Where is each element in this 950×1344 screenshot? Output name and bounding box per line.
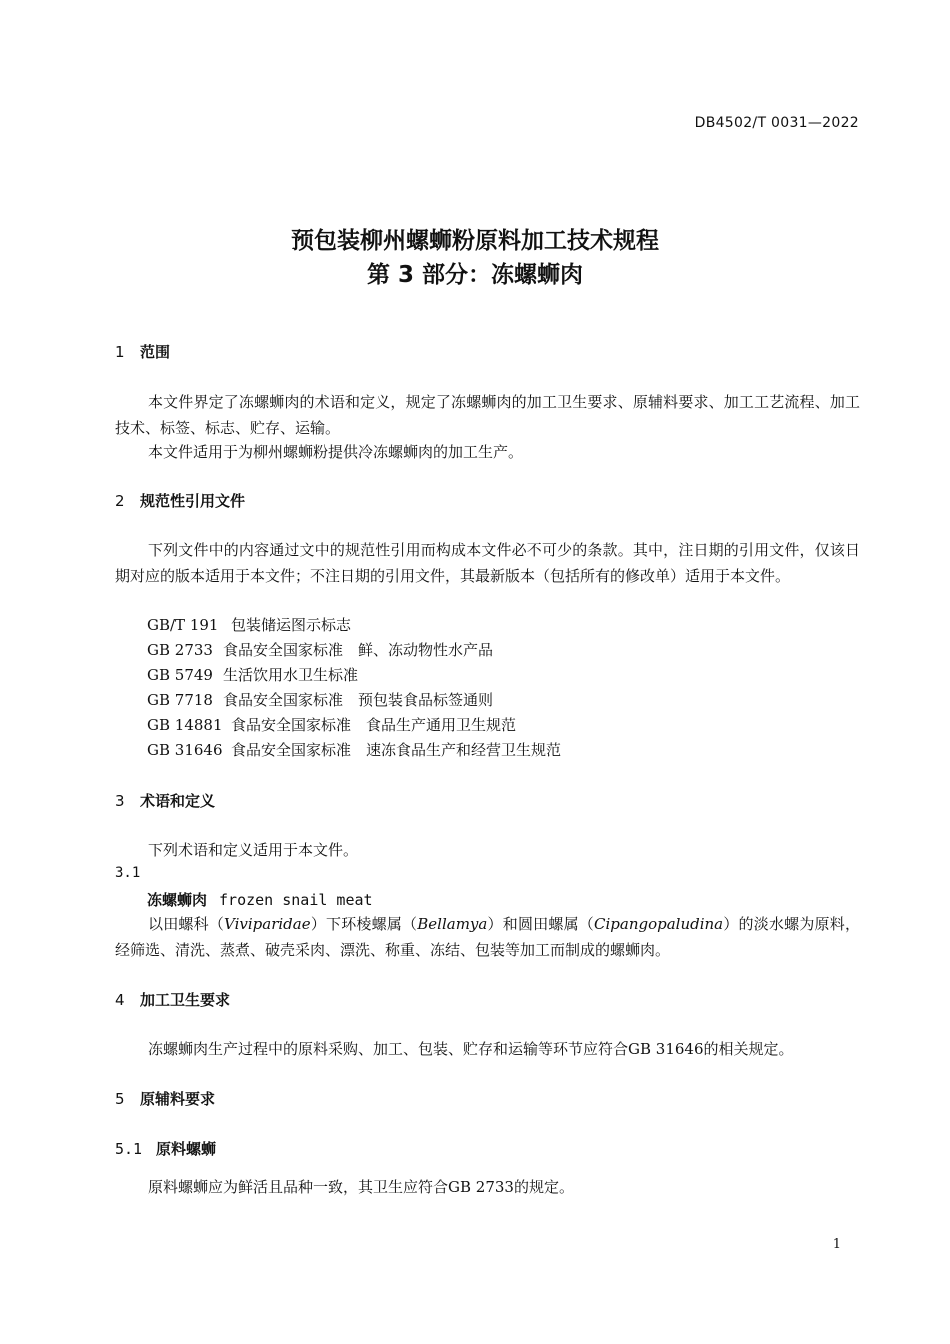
latin-name: Bellamya [417,915,488,933]
section-number: 2 [115,492,125,510]
reference-code: GB 31646 [147,741,223,759]
section-5-1-paragraph-1: 原料螺蛳应为鲜活且品种一致，其卫生应符合GB 2733的规定。 [148,1178,574,1196]
section-title: 原料螺蛳 [156,1140,217,1158]
definition-text: ）下环棱螺属（ [310,915,418,933]
term-english: frozen snail meat [219,891,373,909]
definition-text: 以田螺科（ [148,915,225,933]
reference-code: GB/T 191 [147,616,219,634]
reference-code: GB 2733 [147,641,213,659]
latin-name: Cipangopaludina [594,915,724,933]
section-number: 5.1 [115,1140,143,1158]
section-title: 范围 [140,343,171,361]
reference-item [147,639,493,660]
definition-text: ）和圆田螺属（ [487,915,594,933]
section-5-1-heading [115,1138,216,1159]
section-number: 5 [115,1090,125,1108]
reference-code: GB 14881 [147,716,223,734]
reference-title: 食品安全国家标准 速冻食品生产和经营卫生规范 [231,741,562,759]
section-title: 加工卫生要求 [140,991,231,1009]
section-4-heading [115,989,230,1010]
section-1-paragraph-2: 本文件适用于为柳州螺蛳粉提供冷冻螺蛳肉的加工生产。 [148,443,524,461]
document-title: 预包装柳州螺蛳粉原料加工技术规程 [291,228,659,254]
term-definition [115,911,860,963]
section-3-paragraph-1: 下列术语和定义适用于本文件。 [148,841,359,859]
reference-title: 包装储运图示标志 [231,616,352,634]
section-1-paragraph-1: 本文件界定了冻螺蛳肉的术语和定义，规定了冻螺蛳肉的加工卫生要求、原辅料要求、加工工艺流程、加工技术、标签、标志、贮存、运输。 [115,393,860,437]
reference-title: 食品安全国家标准 鲜、冻动物性水产品 [223,641,494,659]
section-1-heading [115,341,170,362]
page-number: 1 [832,1237,841,1252]
reference-title: 食品安全国家标准 食品生产通用卫生规范 [231,716,517,734]
clause-number: 3.1 [115,865,141,881]
section-number: 1 [115,343,125,361]
reference-item [147,739,561,760]
section-title: 术语和定义 [140,792,216,810]
reference-code: GB 5749 [147,666,213,684]
section-2-paragraph-1: 下列文件中的内容通过文中的规范性引用而构成本文件必不可少的条款。其中，注日期的引用文件，仅该日期对应的版本适用于本文件；不注日期的引用文件，其最新版本（包括所有的修改单）适用于本文件。 [115,541,860,585]
reference-item [147,614,351,635]
document-code: DB4502/T 0031—2022 [694,115,859,131]
definition-text: ）的淡水螺为原料，经筛选、清洗、蒸煮、破壳采肉、漂洗、称重、冻结、包装等加工而制成的螺蛳肉。 [115,915,860,959]
reference-item [147,714,516,735]
section-5-heading [115,1088,215,1109]
term-entry [147,889,373,910]
term-chinese: 冻螺蛳肉 [147,891,208,909]
reference-item [147,689,493,710]
latin-name: Viviparidae [224,915,311,933]
section-2-heading [115,490,245,511]
reference-item [147,664,358,685]
section-title: 规范性引用文件 [140,492,246,510]
section-3-heading [115,790,215,811]
section-number: 3 [115,792,125,810]
section-number: 4 [115,991,125,1009]
reference-title: 食品安全国家标准 预包装食品标签通则 [223,691,494,709]
document-subtitle: 第 3 部分：冻螺蛳肉 [366,262,584,288]
reference-code: GB 7718 [147,691,213,709]
section-4-paragraph-1: 冻螺蛳肉生产过程中的原料采购、加工、包装、贮存和运输等环节应符合GB 31646的相关规定。 [148,1040,794,1058]
section-title: 原辅料要求 [140,1090,216,1108]
reference-title: 生活饮用水卫生标准 [223,666,359,684]
